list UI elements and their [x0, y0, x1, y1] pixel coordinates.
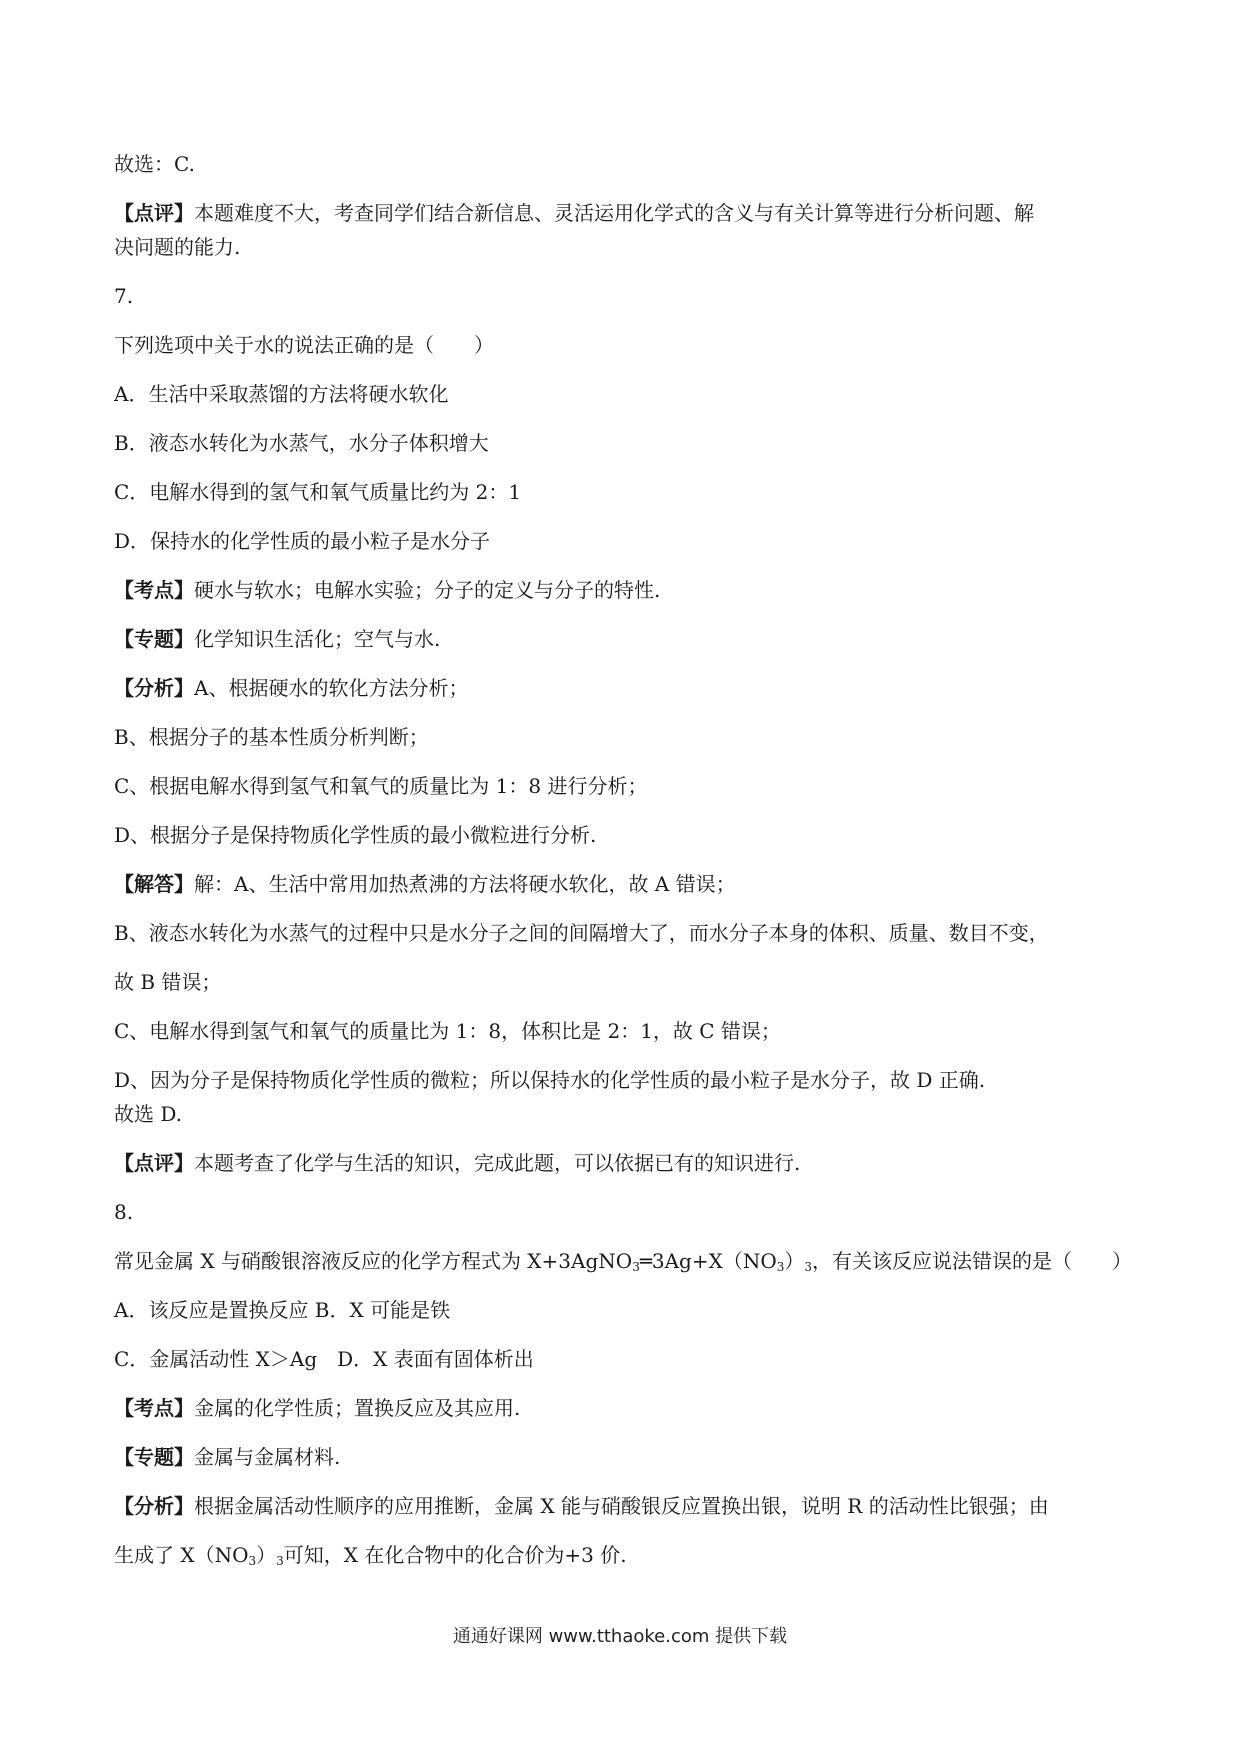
option-a: A．生活中采取蒸馏的方法将硬水软化: [114, 382, 449, 406]
answer-line: 故选：C.: [114, 152, 195, 176]
answer-line-2: 故选 D.: [114, 1102, 183, 1126]
stem-8-part-b: ═3Ag+X（NO: [639, 1249, 777, 1273]
kaodian-tag: 【考点】: [114, 578, 194, 602]
fenxi-text: A、根据硬水的软化方法分析；: [194, 676, 469, 700]
jieda-line-b: B、液态水转化为水蒸气的过程中只是水分子之间的间隔增大了，而水分子本身的体积、质量、数目不变，: [114, 921, 1049, 945]
comment-tag: 【点评】: [114, 201, 194, 225]
fenxi-line-8: [114, 1490, 1134, 1522]
fenxi-8-part-c: 可知，X 在化合物中的化合价为+3 价.: [283, 1543, 627, 1567]
kaodian-text-8: 金属的化学性质；置换反应及其应用.: [194, 1396, 521, 1420]
zhuanti-tag: 【专题】: [114, 627, 194, 651]
option-b: B．液态水转化为水蒸气，水分子体积增大: [114, 431, 489, 455]
question-number-8: 8.: [114, 1200, 134, 1224]
zhuanti-line: [114, 623, 1134, 655]
jieda-line-d: D、因为分子是保持物质化学性质的微粒；所以保持水的化学性质的最小粒子是水分子，故 D 正确.: [114, 1068, 986, 1092]
zhuanti-tag-8: 【专题】: [114, 1445, 194, 1469]
fenxi-line-b: B、根据分子的基本性质分析判断；: [114, 725, 429, 749]
comment-text: 本题难度不大，考查同学们结合新信息、灵活运用化学式的含义与有关计算等进行分析问题、解: [194, 201, 1034, 225]
comment-line-2: [114, 1147, 1134, 1179]
subscript: 3: [248, 1554, 257, 1568]
stem-8-part-a: 常见金属 X 与硝酸银溶液反应的化学方程式为 X+3AgNO: [114, 1249, 633, 1273]
stem-8-part-c: ）: [784, 1249, 805, 1273]
question-number: 7.: [114, 284, 134, 308]
fenxi-tag: 【分析】: [114, 676, 194, 700]
fenxi-text-8: 根据金属活动性顺序的应用推断，金属 X 能与硝酸银反应置换出银，说明 R 的活动性比银强；由: [194, 1494, 1049, 1518]
jieda-line-c: C、电解水得到氢气和氧气的质量比为 1：8，体积比是 2：1，故 C 错误；: [114, 1019, 781, 1043]
zhuanti-line-8: [114, 1441, 1134, 1473]
option-d: D．保持水的化学性质的最小粒子是水分子: [114, 529, 491, 553]
comment-tag-2: 【点评】: [114, 1151, 194, 1175]
kaodian-text: 硬水与软水；电解水实验；分子的定义与分子的特性.: [194, 578, 661, 602]
page-footer: 通通好课网 www.tthaoke.com 提供下载: [452, 1626, 788, 1647]
stem-8-part-d: ，有关该反应说法错误的是（ ）: [812, 1249, 1133, 1273]
fenxi-line-c: C、根据电解水得到氢气和氧气的质量比为 1：8 进行分析；: [114, 774, 648, 798]
fenxi-tag-8: 【分析】: [114, 1494, 194, 1518]
document-body: [114, 148, 1134, 1588]
fenxi-8-part-a: 生成了 X（NO: [114, 1543, 249, 1567]
kaodian-tag-8: 【考点】: [114, 1396, 194, 1420]
fenxi-8-part-b: ）: [256, 1543, 277, 1567]
fenxi-line-8-cont: [114, 1539, 1134, 1571]
subscript: 3: [632, 1260, 640, 1274]
zhuanti-text: 化学知识生活化；空气与水.: [194, 627, 441, 651]
question-stem: 下列选项中关于水的说法正确的是（ ）: [114, 333, 494, 357]
question-stem-8: [114, 1245, 1134, 1277]
kaodian-line-8: [114, 1392, 1134, 1424]
option-c: C．电解水得到的氢气和氧气质量比约为 2：1: [114, 480, 522, 504]
fenxi-line-d: D、根据分子是保持物质化学性质的最小微粒进行分析.: [114, 823, 597, 847]
jieda-line: [114, 868, 1134, 900]
jieda-text: 解：A、生活中常用加热煮沸的方法将硬水软化，故 A 错误；: [194, 872, 736, 896]
subscript: 3: [804, 1260, 813, 1274]
comment-line: [114, 197, 1134, 229]
subscript: 3: [776, 1260, 785, 1274]
options-ab-8: A．该反应是置换反应 B．X 可能是铁: [114, 1298, 451, 1322]
options-cd-8: C．金属活动性 X＞Ag D．X 表面有固体析出: [114, 1347, 534, 1371]
zhuanti-text-8: 金属与金属材料.: [194, 1445, 341, 1469]
jieda-tag: 【解答】: [114, 872, 194, 896]
subscript: 3: [276, 1554, 284, 1568]
jieda-line-b-cont: 故 B 错误；: [114, 970, 222, 994]
fenxi-line: [114, 672, 1134, 704]
comment-line-cont: 决问题的能力.: [114, 235, 241, 259]
comment-text-2: 本题考查了化学与生活的知识，完成此题，可以依据已有的知识进行.: [194, 1151, 801, 1175]
kaodian-line: [114, 574, 1134, 606]
